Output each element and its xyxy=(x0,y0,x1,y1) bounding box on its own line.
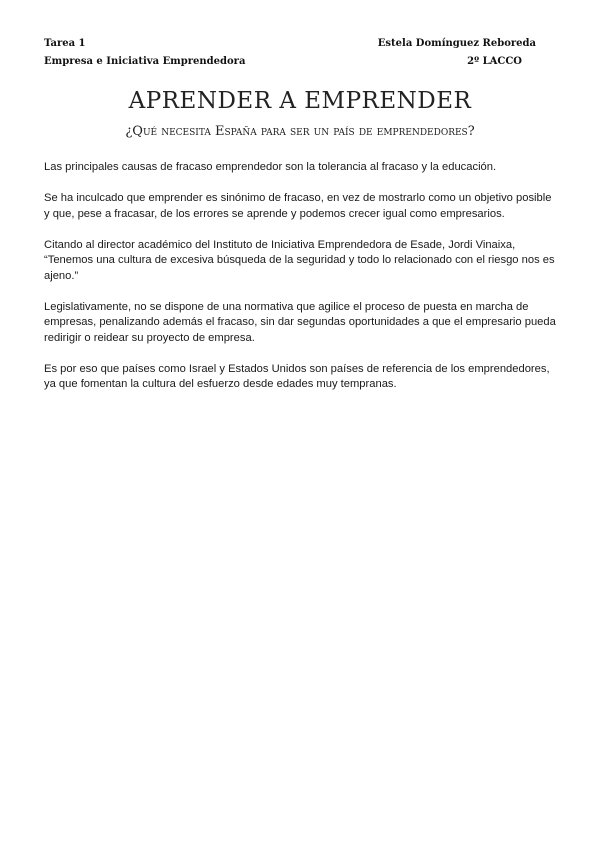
header-author: Estela Domínguez Reboreda xyxy=(377,38,536,49)
paragraph: Se ha inculcado que emprender es sinónimo de fracaso, en vez de mostrarlo como un objetivo posible y que, pese a fracasar, de los errores se aprende y podemos crecer igual como empresarios. xyxy=(44,192,552,220)
header-subject: Empresa e Iniciativa Emprendedora xyxy=(44,56,246,67)
document-body xyxy=(44,160,560,408)
paragraph: Es por eso que países como Israel y Estados Unidos son países de referencia de los emprendedores, ya que fomentan la cultura del esfuerzo desde edades muy tempranas. xyxy=(44,362,550,390)
paragraph: Las principales causas de fracaso emprendedor son la tolerancia al fracaso y la educación. xyxy=(44,161,497,173)
document-subtitle: ¿Qué necesita España para ser un país de emprendedores? xyxy=(125,124,475,139)
header-group: 2º LACCO xyxy=(467,56,522,67)
paragraph: Citando al director académico del Instituto de Iniciativa Emprendedora de Esade, Jordi Vinaixa, “Tenemos una cultura de excesiva búsqueda de la seguridad y todo lo relacionado con el riesgo nos es ajeno.” xyxy=(44,238,555,282)
header-task: Tarea 1 xyxy=(44,38,86,49)
paragraph: Legislativamente, no se dispone de una normativa que agilice el proceso de puesta en marcha de empresas, penalizando además el fracaso, sin dar segundas oportunidades a que el empresario pueda redirigir o reidear su proyecto de empresa. xyxy=(44,300,556,344)
document-title: APRENDER A EMPRENDER xyxy=(128,88,472,114)
